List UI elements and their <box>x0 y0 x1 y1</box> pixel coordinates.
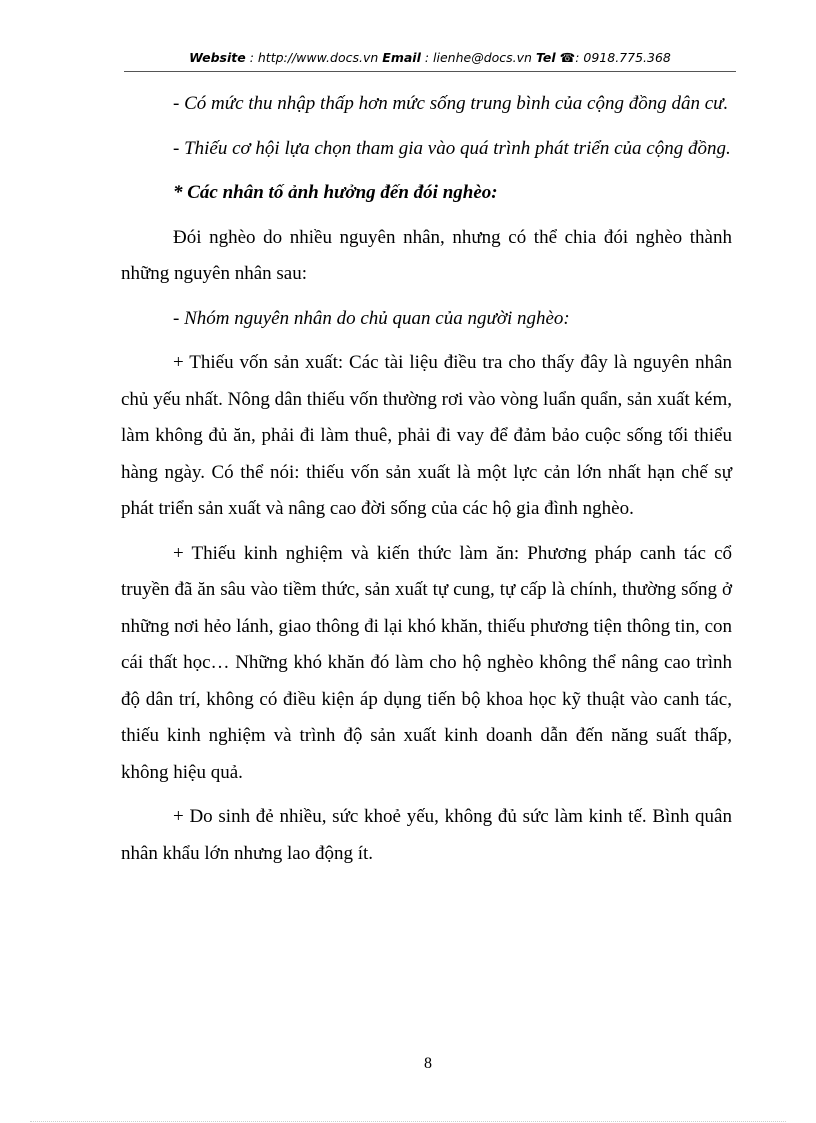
paragraph-lack-opportunity: - Thiếu cơ hội lựa chọn tham gia vào quá trình phát triển của cộng đồng. <box>173 137 731 159</box>
phone-icon: ☎ <box>559 50 576 65</box>
body-text <box>121 86 732 880</box>
email-link[interactable]: : lienhe@docs.vn <box>424 50 532 65</box>
paragraph-causes-intro: Đói nghèo do nhiều nguyên nhân, nhưng có thể chia đói nghèo thành những nguyên nhân sau: <box>121 226 732 284</box>
section-heading-poverty-factors: * Các nhân tố ảnh hưởng đến đói nghèo: <box>173 182 498 203</box>
paragraph-low-income: - Có mức thu nhập thấp hơn mức sống trung bình của cộng đồng dân cư. <box>173 93 729 114</box>
header-divider <box>124 71 736 72</box>
website-link[interactable]: : http://www.docs.vn <box>249 50 379 65</box>
page-header <box>124 50 736 65</box>
paragraph-lack-experience: + Thiếu kinh nghiệm và kiến thức làm ăn: Phương pháp canh tác cổ truyền đã ăn sâu vào tiềm thức, sản xuất tự cung, tự cấp là chính, thường sống ở những nơi hẻo lánh, giao thông đi lại khó khăn, thiếu phương tiện thông tin, con cái thất học… Những khó khăn đó làm cho hộ nghèo không thể nâng cao trình độ dân trí, không có điều kiện áp dụng tiến bộ khoa học kỹ thuật vào canh tác, thiếu kinh nghiệm và trình độ sản xuất kinh doanh dẫn đến năng suất thấp, không hiệu quả. <box>121 542 732 783</box>
tel-value: : 0918.775.368 <box>575 50 671 65</box>
paragraph-many-children: + Do sinh đẻ nhiều, sức khoẻ yếu, không đủ sức làm kinh tế. Bình quân nhân khẩu lớn nhưng lao động ít. <box>121 806 732 864</box>
subheading-subjective-causes: - Nhóm nguyên nhân do chủ quan của người nghèo: <box>173 307 570 329</box>
tel-label: Tel <box>535 50 556 65</box>
page-number: 8 <box>424 1055 432 1072</box>
email-label: Email <box>382 50 421 65</box>
page-bottom-border <box>30 1121 786 1122</box>
paragraph-lack-capital: + Thiếu vốn sản xuất: Các tài liệu điều tra cho thấy đây là nguyên nhân chủ yếu nhất. Nông dân thiếu vốn thường rơi vào vòng luẩn quẩn, sản xuất kém, làm không đủ ăn, phải đi làm thuê, phải đi vay để đảm bảo cuộc sống tối thiểu hàng ngày. Có thể nói: thiếu vốn sản xuất là một lực cản lớn nhất hạn chế sự phát triển sản xuất và nâng cao đời sống của các hộ gia đình nghèo. <box>121 352 732 519</box>
website-label: Website <box>189 50 246 65</box>
